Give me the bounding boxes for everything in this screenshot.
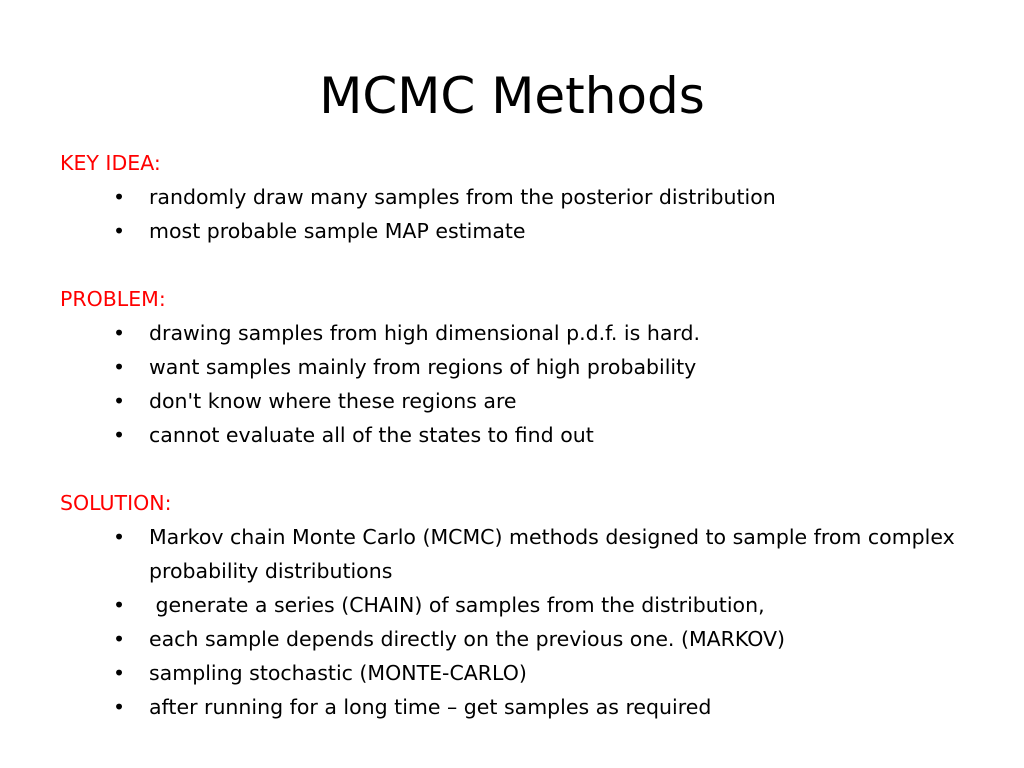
bullet-marker: • [113, 593, 126, 617]
bullet-item [60, 520, 980, 588]
slide-title: MCMC Methods [319, 67, 705, 125]
section-heading-solution: SOLUTION: [60, 491, 172, 515]
section-heading-key-idea: KEY IDEA: [60, 151, 161, 175]
bullet-item [60, 384, 980, 418]
bullet-item [60, 350, 980, 384]
section-spacer [60, 248, 980, 282]
bullet-item [60, 418, 980, 452]
section-heading-problem: PROBLEM: [60, 287, 166, 311]
bullet-item [60, 588, 980, 622]
bullet-item [60, 316, 980, 350]
section-spacer [60, 452, 980, 486]
bullet-text: randomly draw many samples from the posterior distribution [149, 185, 776, 209]
bullet-marker: • [113, 389, 126, 413]
bullet-item [60, 656, 980, 690]
bullet-marker: • [113, 355, 126, 379]
bullet-item [60, 214, 980, 248]
bullet-text: after running for a long time – get samples as required [149, 695, 712, 719]
bullet-text: Markov chain Monte Carlo (MCMC) methods designed to sample from complex probability distributions [149, 525, 955, 583]
bullet-list-problem [60, 316, 980, 452]
bullet-text: want samples mainly from regions of high probability [149, 355, 697, 379]
bullet-marker: • [113, 661, 126, 685]
section-solution [60, 486, 980, 724]
bullet-list-key-idea [60, 180, 980, 248]
bullet-text: cannot evaluate all of the states to find out [149, 423, 594, 447]
bullet-marker: • [113, 219, 126, 243]
bullet-text: each sample depends directly on the previous one. (MARKOV) [149, 627, 786, 651]
bullet-item [60, 690, 980, 724]
bullet-text: drawing samples from high dimensional p.d.f. is hard. [149, 321, 700, 345]
bullet-marker: • [113, 695, 126, 719]
bullet-text: don't know where these regions are [149, 389, 517, 413]
bullet-text: most probable sample MAP estimate [149, 219, 526, 243]
bullet-marker: • [113, 185, 126, 209]
bullet-marker: • [113, 627, 126, 651]
bullet-text: generate a series (CHAIN) of samples from the distribution, [149, 593, 765, 617]
bullet-list-solution [60, 520, 980, 724]
bullet-marker: • [113, 525, 126, 549]
bullet-marker: • [113, 423, 126, 447]
slide-content [60, 146, 980, 724]
bullet-item [60, 180, 980, 214]
bullet-marker: • [113, 321, 126, 345]
section-key-idea [60, 146, 980, 248]
bullet-text: sampling stochastic (MONTE-CARLO) [149, 661, 527, 685]
section-problem [60, 282, 980, 452]
bullet-item [60, 622, 980, 656]
